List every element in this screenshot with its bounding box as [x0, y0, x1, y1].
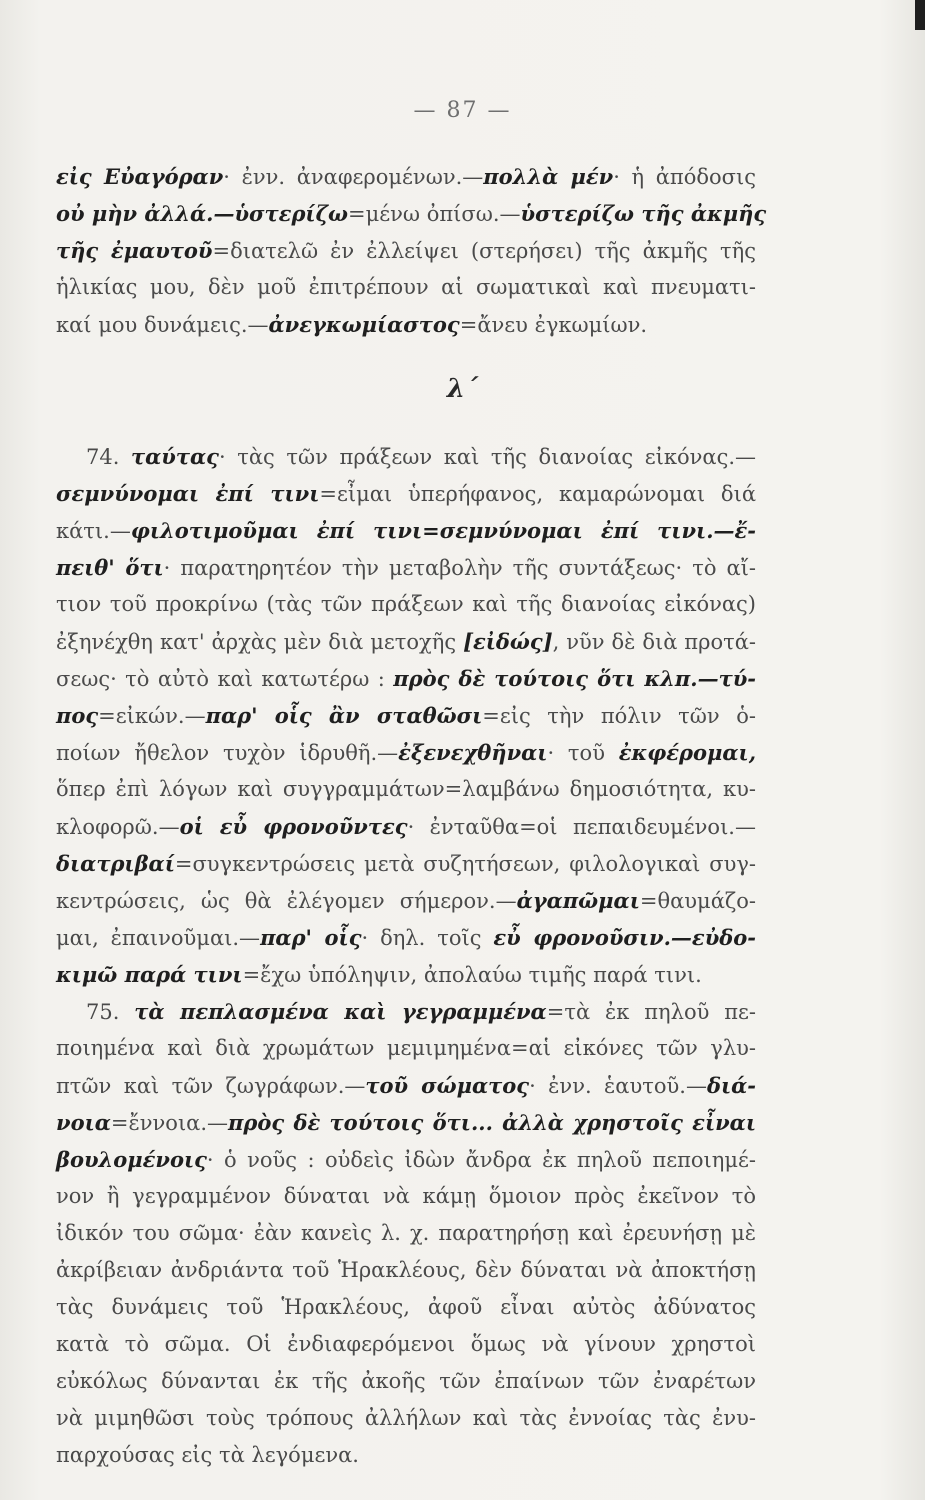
emphasized-term: ἀγαπῶμαι [516, 888, 640, 913]
text-line [56, 1363, 756, 1400]
text-line [56, 512, 756, 549]
text-run: σεως· τὸ αὐτὸ καὶ κατωτέρω : [56, 667, 394, 691]
text-run: =εἰς τὴν πόλιν τῶν ὁ- [482, 704, 756, 728]
emphasized-term: παρ' οἷς ἂν σταθῶσι [205, 703, 483, 728]
commentary-block-main [56, 438, 756, 1474]
text-line [56, 623, 756, 660]
text-run: · παρατηρητέον τὴν μεταβολὴν τῆς συντάξεως· τὸ αἴ- [163, 556, 756, 580]
emphasized-term: πειθ' ὅτι [56, 555, 164, 580]
text-line [56, 1400, 756, 1437]
text-line [56, 882, 756, 919]
emphasized-term: φιλοτιμοῦμαι ἐπί τινι=σεμνύνομαι ἐπί τινι.—ἔ- [130, 518, 756, 543]
text-line [56, 993, 756, 1030]
emphasized-term: ἀνεγκωμίαστος [268, 312, 460, 337]
text-line [56, 697, 756, 734]
emphasized-term: πος [56, 703, 99, 728]
corner-scan-mark [915, 0, 925, 30]
text-line [56, 1252, 756, 1289]
text-run: ἡλικίας μου, δὲν μοῦ ἐπιτρέπουν αἱ σωματικαὶ καὶ πνευματι- [56, 275, 756, 299]
text-run: , νῦν δὲ διὰ προτά- [552, 630, 756, 654]
text-line [56, 269, 756, 306]
text-run: 75. [86, 1000, 135, 1024]
text-run: · ἡ ἀπόδοσις [613, 165, 756, 189]
text-run: · ἐνν. ἑαυτοῦ.— [529, 1074, 707, 1098]
section-mark: λ΄ [446, 374, 479, 404]
emphasized-term: πρὸς δὲ τούτοις ὅτι κλπ.—τύ- [393, 666, 756, 691]
emphasized-term: τῆς ἐμαυτοῦ [56, 238, 213, 263]
text-line [56, 919, 756, 956]
text-line [56, 586, 756, 623]
text-line [56, 549, 756, 586]
text-line [56, 1141, 756, 1178]
text-line [56, 1215, 756, 1252]
text-run: ἐξηνέχθη κατ' ἀρχὰς μὲν διὰ μετοχῆς [56, 630, 464, 654]
text-line [56, 734, 756, 771]
text-run: =θαυμάζο- [639, 889, 756, 913]
emphasized-term: ἐξενεχθῆναι [398, 740, 548, 765]
emphasized-term: ἐκφέρομαι, [618, 740, 756, 765]
text-run: κάτι.— [56, 519, 131, 543]
emphasized-term: πρὸς δὲ τούτοις ὅτι... ἀλλὰ χρηστοῖς εἶναι [228, 1110, 756, 1135]
text-run: τιον τοῦ προκρίνω (τὰς τῶν πράξεων καὶ τῆς διανοίας εἰκόνας) [56, 592, 756, 616]
text-run: 74. [86, 445, 132, 469]
text-run: κεντρώσεις, ὡς θὰ ἐλέγομεν σήμερον.— [56, 889, 517, 913]
text-line [56, 771, 756, 808]
text-line [56, 1178, 756, 1215]
text-line [56, 1030, 756, 1067]
emphasized-term: παρ' οἷς [260, 925, 362, 950]
text-run: ἀκρίβειαν ἀνδριάντα τοῦ Ἡρακλέους, δὲν δύναται νὰ ἀποκτήσῃ [56, 1258, 756, 1282]
text-line [56, 1437, 756, 1474]
text-run: · τὰς τῶν πράξεων καὶ τῆς διανοίας εἰκόνας.— [218, 445, 757, 469]
emphasized-term: οἱ εὖ φρονοῦντες [179, 814, 408, 839]
text-run: ὅπερ ἐπὶ λόγων καὶ συγγραμμάτων=λαμβάνω δημοσιότητα, κυ- [56, 777, 756, 801]
text-run: καί μου δυνάμεις.— [56, 313, 269, 337]
text-line [56, 1289, 756, 1326]
text-run: =ἔχω ὑπόληψιν, ἀπολαύω τιμῆς παρά τινι. [242, 963, 702, 987]
text-run: μαι, ἐπαινοῦμαι.— [56, 926, 261, 950]
text-run: =ἔννοια.— [110, 1111, 229, 1135]
text-run: ποίων ἤθελον τυχὸν ἱδρυθῆ.— [56, 741, 399, 765]
emphasized-term: ταύτας [131, 444, 219, 469]
text-run: κατὰ τὸ σῶμα. Οἱ ἐνδιαφερόμενοι ὅμως νὰ γίνουν χρηστοὶ [56, 1332, 756, 1356]
text-run: =μένω ὀπίσω.— [348, 202, 521, 226]
text-line [56, 1326, 756, 1363]
emphasized-term: σεμνύνομαι ἐπί τινι [56, 481, 320, 506]
emphasized-term: τοῦ σώματος [365, 1073, 530, 1098]
text-line [56, 475, 756, 512]
emphasized-term: διά- [706, 1073, 757, 1098]
text-run: ποιημένα καὶ διὰ χρωμάτων μεμιμημένα=αἱ εἰκόνες τῶν γλυ- [56, 1036, 756, 1060]
text-run: =τὰ ἐκ πηλοῦ πε- [546, 1000, 756, 1024]
page-number: — 87 — [413, 98, 512, 123]
text-run: =διατελῶ ἐν ἐλλείψει (στερήσει) τῆς ἀκμῆς τῆς [212, 239, 756, 263]
emphasized-term: βουλομένοις [56, 1147, 207, 1172]
text-run: =συγκεντρώσεις μετὰ συζητήσεων, φιλολογικαὶ συγ- [174, 852, 756, 876]
text-line [56, 956, 756, 993]
text-run: νον ἢ γεγραμμένον δύναται νὰ κάμῃ ὅμοιον πρὸς ἐκεῖνον τὸ [56, 1184, 756, 1208]
text-run: τὰς δυνάμεις τοῦ Ἡρακλέους, ἀφοῦ εἶναι αὐτὸς ἀδύνατος [56, 1295, 756, 1319]
text-run: · τοῦ [547, 741, 619, 765]
text-run: εὐκόλως δύνανται ἐκ τῆς ἀκοῆς τῶν ἐπαίνων τῶν ἐναρέτων [56, 1369, 756, 1393]
emphasized-term: εὖ φρονοῦσιν.—εὐδο- [493, 925, 756, 950]
text-run: παρχούσας εἰς τὰ λεγόμενα. [56, 1443, 359, 1467]
text-run: =εἶμαι ὑπερήφανος, καμαρώνομαι διά [319, 482, 756, 506]
emphasized-term: [εἰδώς] [463, 629, 553, 654]
text-line [56, 195, 767, 232]
text-run: · δηλ. τοῖς [361, 926, 494, 950]
text-run: κλοφορῶ.— [56, 815, 180, 839]
text-run: · ὁ νοῦς : οὐδεὶς ἰδὼν ἄνδρα ἐκ πηλοῦ πεποιημέ- [206, 1148, 756, 1172]
text-line [56, 1104, 756, 1141]
text-line [56, 1067, 756, 1104]
text-line [56, 660, 756, 697]
text-run: ἰδικόν του σῶμα· ἐὰν κανεὶς λ. χ. παρατηρήσῃ καὶ ἐρευνήσῃ μὲ [56, 1221, 756, 1245]
emphasized-term: ὑστερίζω τῆς ἀκμῆς [520, 201, 767, 226]
text-run: πτῶν καὶ τῶν ζωγράφων.— [56, 1074, 366, 1098]
text-line [56, 845, 756, 882]
emphasized-term: κιμῶ παρά τινι [56, 962, 243, 987]
emphasized-term: εἰς Εὐαγόραν [56, 164, 224, 189]
text-run: νὰ μιμηθῶσι τοὺς τρόπους ἀλλήλων καὶ τὰς ἐννοίας τὰς ἐνυ- [56, 1406, 756, 1430]
text-run: =ἄνευ ἐγκωμίων. [459, 313, 648, 337]
text-line [56, 808, 756, 845]
emphasized-term: διατριβαί [56, 851, 175, 876]
text-line [56, 158, 756, 195]
text-run: · ἐνν. ἀναφερομένων.— [223, 165, 484, 189]
emphasized-term: τὰ πεπλασμένα καὶ γεγραμμένα [134, 999, 547, 1024]
emphasized-term: οὐ μὴν ἀλλά.—ὑστερίζω [56, 201, 349, 226]
emphasized-term: πολλὰ μέν [483, 164, 614, 189]
text-line [56, 306, 756, 343]
text-line [56, 232, 756, 269]
text-run: =εἰκών.— [98, 704, 206, 728]
text-line [56, 438, 756, 475]
text-run: · ἐνταῦθα=οἱ πεπαιδευμένοι.— [407, 815, 756, 839]
commentary-block-top [56, 158, 767, 343]
emphasized-term: νοια [56, 1110, 111, 1135]
